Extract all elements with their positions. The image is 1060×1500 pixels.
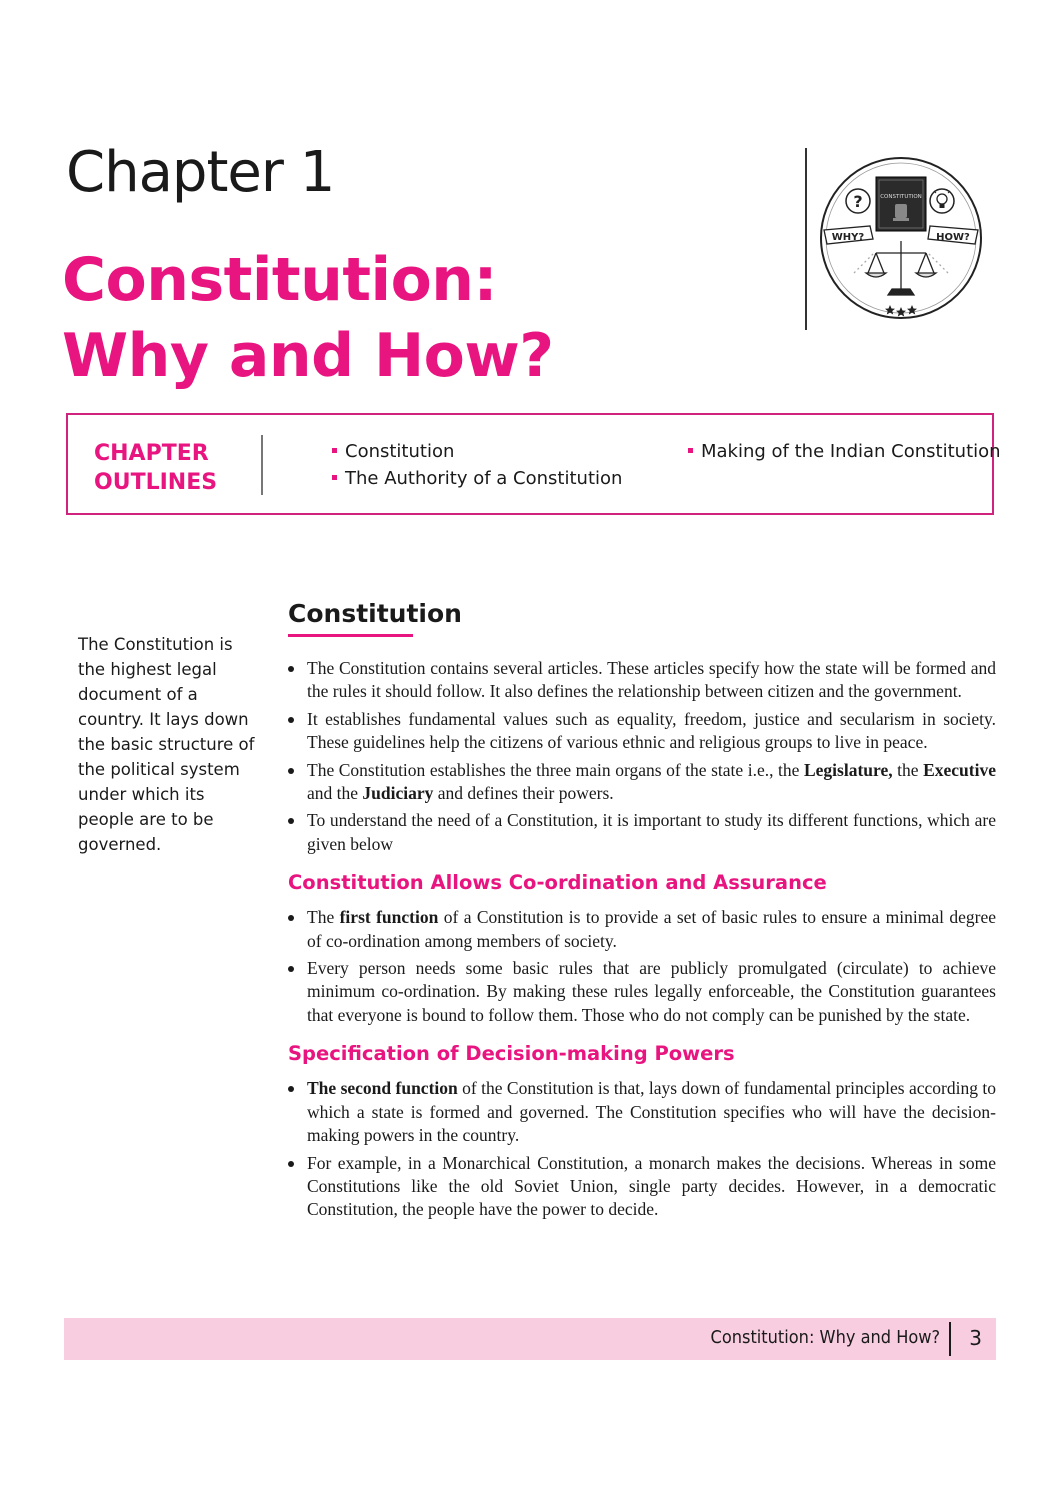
chapter-outlines-heading: CHAPTER OUTLINES [94,441,218,495]
outline-item: Making of the Indian Constitution [688,441,1001,462]
chapter-label: Chapter 1 [66,140,335,205]
chapter-title [62,242,554,394]
constitution-emblem-icon [818,155,984,321]
section-title: Constitution [288,599,462,628]
subheading-decision-making: Specification of Decision-making Powers [288,1042,735,1066]
section-underline [288,634,413,637]
coordination-bullets [288,906,996,1027]
outline-item: Constitution [332,441,454,462]
outline-divider [261,435,263,495]
margin-note: The Constitution is the highest legal document of a country. It lays down the basic structure of the political system under which its people are to be governed. [78,635,255,854]
lightbulb-icon [930,189,954,213]
svg-text:HOW?: HOW? [936,232,970,243]
square-bullet-icon [332,448,337,453]
list-item: To understand the need of a Constitution, it is important to study its different functions, which are given below [288,809,996,856]
book-label: CONSTITUTION [880,194,922,200]
book-icon [876,177,926,231]
list-item: The Constitution establishes the three main organs of the state i.e., the Legislature, the Executive and the Judiciary and defines their powers. [288,759,996,806]
svg-text:WHY?: WHY? [831,232,865,243]
list-item: For example, in a Monarchical Constitution, a monarch makes the decisions. Whereas in some Constitutions like the old Soviet Union, single party decides. However, in a democratic Constitution, the people have the power to decide. [288,1152,996,1222]
main-content [288,598,996,1226]
list-item: The Constitution contains several articles. These articles specify how the state will be formed and the rules it should follow. It also defines the relationship between citizen and the government. [288,657,996,704]
question-mark: ? [853,192,863,211]
page-number: 3 [969,1326,982,1350]
footer-divider [949,1322,951,1356]
square-bullet-icon [688,448,693,453]
chapter-title-line-1: Constitution: [62,245,498,315]
list-item: The first function of a Constitution is to provide a set of basic rules to ensure a minimal degree of co-ordination among members of society. [288,906,996,953]
list-item: The second function of the Constitution is that, lays down of fundamental principles according to which a state is formed and governed. The Constitution specifies who will have the decision-making powers in the country. [288,1077,996,1147]
decision-making-bullets [288,1077,996,1221]
page-footer [64,1318,996,1360]
section-bullets [288,657,996,856]
chapter-title-line-2: Why and How? [62,321,554,391]
list-item: Every person needs some basic rules that are publicly promulgated (circulate) to achieve minimum co-ordination. By making these rules legally enforceable, the Constitution guarantees that everyone is bound to follow them. Those who do not comply can be punished by the state. [288,957,996,1027]
question-bubble-icon [846,189,870,213]
footer-running-title: Constitution: Why and How? [710,1327,940,1348]
chapter-outlines-box [66,413,1001,515]
subheading-coordination: Constitution Allows Co-ordination and Assurance [288,871,827,895]
square-bullet-icon [332,475,337,480]
list-item: It establishes fundamental values such as equality, freedom, justice and secularism in society. These guidelines help the citizens of various ethnic and religious groups to live in peace. [288,708,996,755]
outline-item: The Authority of a Constitution [332,468,622,489]
header-divider [805,148,807,330]
